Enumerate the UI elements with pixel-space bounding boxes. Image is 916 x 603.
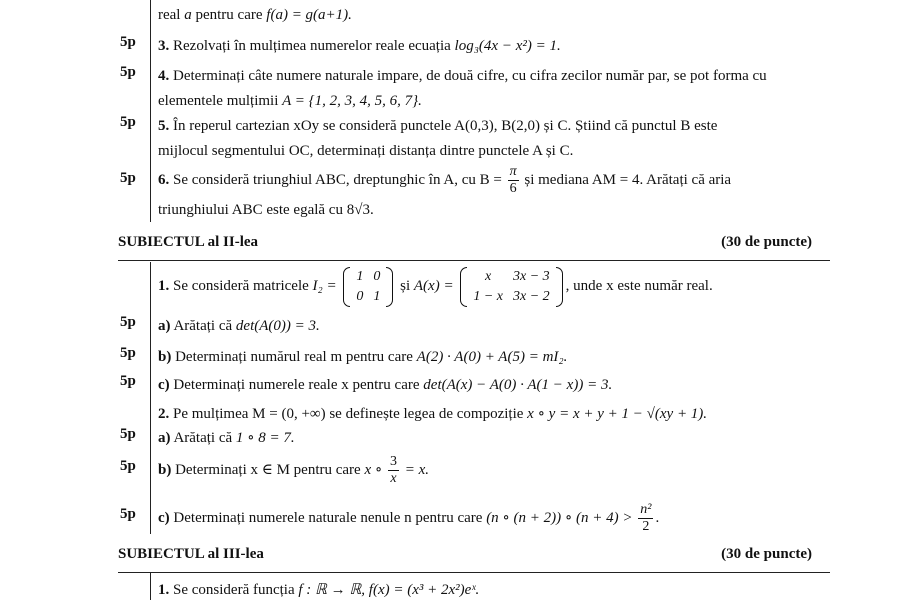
- points-label: 5p: [120, 345, 136, 361]
- matrix-name: I₂ =: [312, 278, 337, 294]
- points-label: 5p: [120, 506, 136, 522]
- item-number: c): [158, 377, 170, 393]
- column-divider: [150, 572, 151, 600]
- item-text: elementele mulțimii: [158, 93, 279, 109]
- points-label: 5p: [120, 458, 136, 474]
- fraction: $\frac{\pi}{6}$: [509, 164, 517, 196]
- matrix-a: x 3x − 3 1 − x 3x − 2: [460, 267, 562, 307]
- column-divider: [150, 262, 151, 534]
- item-text: Rezolvați în mulțimea numerelor reale ecuația: [173, 38, 451, 54]
- equation: det(A(0)) = 3.: [235, 318, 320, 334]
- identity-matrix: 1 0 0 1: [343, 267, 393, 307]
- item-text: În reperul cartezian xOy se consideră punctele A(0,3), B(2,0) și C. Știind că punctul B este: [173, 118, 718, 134]
- divider: [118, 260, 830, 261]
- equation: A = {1, 2, 3, 4, 5, 6, 7}.: [282, 93, 422, 109]
- item-number: 2.: [158, 406, 170, 422]
- equation: (n ∘ (n + 2)) ∘ (n + 4) >: [486, 510, 633, 526]
- divider: [118, 572, 830, 573]
- item-text: Se consideră funcția: [173, 582, 295, 598]
- item-number: a): [158, 430, 171, 446]
- points-label: 5p: [120, 64, 136, 80]
- fraction: $\frac{3}{x}$: [389, 454, 397, 487]
- section-title: SUBIECTUL al III-lea: [118, 546, 264, 562]
- item-text: Arătați că: [173, 318, 233, 334]
- equation: log₃(4x − x²) = 1.: [454, 38, 561, 54]
- item-number: 3.: [158, 38, 170, 54]
- item-number: 4.: [158, 68, 170, 84]
- matrix-name: A(x) =: [413, 278, 454, 294]
- section-points: (30 de puncte): [721, 234, 812, 250]
- item-number: 1.: [158, 278, 170, 294]
- equation: 1 ∘ 8 = 7.: [235, 430, 295, 446]
- section-header-iii: [118, 546, 830, 563]
- column-divider: [150, 0, 151, 222]
- item-text: Pe mulțimea M = (0, +∞) se definește legea de compoziție: [173, 406, 524, 422]
- points-label: 5p: [120, 314, 136, 330]
- item-text: Determinați numerele naturale nenule n pentru care: [173, 510, 483, 526]
- item-text: triunghiului ABC este egală cu 8√3.: [158, 202, 374, 218]
- item-text: mijlocul segmentului OC, determinați distanța dintre punctele A și C.: [158, 143, 574, 159]
- equation: f(a) = g(a+1).: [266, 7, 352, 23]
- text: pentru care: [195, 7, 263, 23]
- equation: .: [655, 510, 660, 526]
- text: real: [158, 7, 181, 23]
- item-text: Determinați x ∈ M pentru care: [175, 462, 361, 478]
- points-label: 5p: [120, 170, 136, 186]
- item-number: b): [158, 349, 172, 365]
- item-text: , unde x este număr real.: [565, 278, 713, 294]
- points-label: 5p: [120, 426, 136, 442]
- fraction: $\frac{\text{n²}}{2}$: [640, 502, 652, 535]
- equation: x ∘: [364, 462, 383, 478]
- equation: f : ℝ → ℝ, f(x) = (x³ + 2x²)eˣ.: [298, 582, 480, 598]
- item-text: Determinați numărul real m pentru care: [175, 349, 413, 365]
- item-number: c): [158, 510, 170, 526]
- item-number: a): [158, 318, 171, 334]
- item-number: 6.: [158, 171, 170, 188]
- item-text: Arătați că: [173, 430, 233, 446]
- points-label: 5p: [120, 34, 136, 50]
- equation: det(A(x) − A(0) · A(1 − x)) = 3.: [423, 377, 613, 393]
- item-number: 5.: [158, 118, 170, 134]
- item-text: Se consideră triunghiul ABC, dreptunghic în A, cu B =: [173, 171, 502, 188]
- section-header-ii: [118, 234, 830, 251]
- item-text: și: [400, 278, 411, 294]
- equation: = x.: [404, 462, 430, 478]
- item-text: Determinați numerele reale x pentru care: [173, 377, 420, 393]
- item-number: b): [158, 462, 172, 478]
- section-title: SUBIECTUL al II-lea: [118, 234, 259, 250]
- item-text: Se consideră matricele: [173, 278, 309, 294]
- equation: A(2) · A(0) + A(5) = mI₂.: [416, 349, 568, 365]
- section-points: (30 de puncte): [721, 546, 812, 562]
- item-text: Determinați câte numere naturale impare, de două cifre, cu cifra zecilor număr par, se pot forma cu: [173, 68, 767, 84]
- exam-page: real a pentru care f(a) = g(a+1). 5p 3. Rezolvați în mulțimea numerelor reale ecuația log₃(4x − x²) = 1. 5p 4. Determinați câte numere naturale impare, de două cifre, cu cifra zecilor număr par, se pot forma cu elementele mulțimii A = {1, 2, 3, 4, 5, 6, 7}. 5p 5. În reperul cartezian xOy se consideră punctele A(0,3), B(2,0) și C. Știind că punctul B este mijlocul segmentului OC, determinați distanța dintre punctele A și C. 5p 6. Se consideră triunghiul ABC, dreptunghic în A, cu B = $\frac{\pi}{6}$ și mediana AM = 4. Arătați că aria triunghiului ABC este egală cu 8√3. SUBIECTUL al II-lea (30 de puncte) 1. Se consideră matricele I₂ = 1 0 0 1 și A(x) = x 3x − 3 1 − x 3x − 2 , unde x este număr real. 5p a) Arătați că det(A(0)) = 3. 5p b) Determinați numărul real m pentru care A(2) · A(0) + A(5) = mI₂. 5p c) Determinați numerele reale x pentru care det(A(x) − A(0) · A(1 − x)) = 3. 2. Pe mulțimea M = (0, +∞) se definește legea de compoziție x ∘ y = x + y + 1 − √(xy + 1). 5p a) Arătați că 1 ∘ 8 = 7. 5p b) Determinați x ∈ M pentru care x ∘ $\frac{3}{x}$ = x. 5p c) Determinați numerele naturale nenule n pentru care (n ∘ (n + 2)) ∘ (n + 4) > $\frac{\text{n²}}{2}$ . SUBIECTUL al III-lea (30 de puncte) 1. Se consideră funcția f : ℝ → ℝ, f(x) = (x³ + 2x²)eˣ.: [0, 0, 916, 600]
- points-label: 5p: [120, 373, 136, 389]
- composition-law: x ∘ y = x + y + 1 − √(xy + 1).: [527, 406, 708, 422]
- item-text: și mediana AM = 4. Arătați că aria: [524, 171, 732, 188]
- item-number: 1.: [158, 582, 170, 598]
- points-label: 5p: [120, 114, 136, 130]
